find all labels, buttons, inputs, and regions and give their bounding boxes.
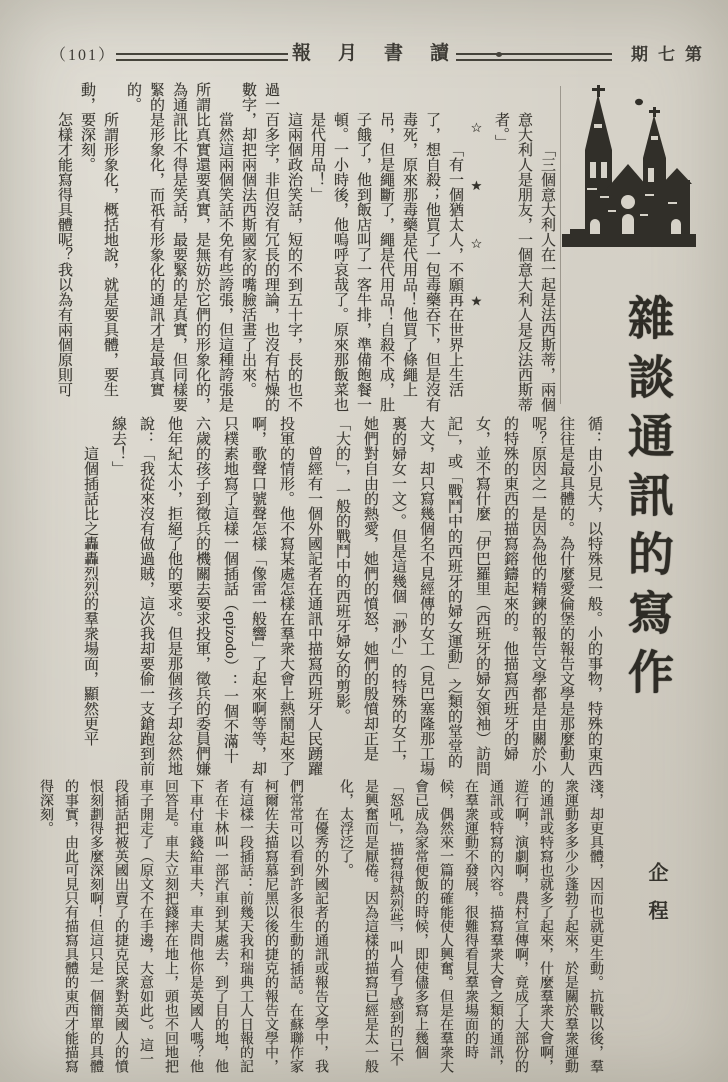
top-text-band	[36, 82, 558, 414]
paragraph: 當然這兩個笑話不免有些誇張，但這種誇張是所謂比真實還要真實，是無妨於它們的形象化的，為通訊比不得是笑話，最要緊的是真實，但同樣要緊的是形象化，而祇有形象化的通訊才是最真實的。	[125, 82, 233, 412]
middle-text-band	[36, 416, 608, 776]
header-rule-right	[456, 53, 612, 61]
article-author: 企程	[645, 862, 667, 938]
header-rule-ink-dot	[496, 52, 502, 57]
church-icon	[556, 84, 706, 262]
paragraph: 所謂形象化，概括地說，就是要具體，要生動，要深刻。	[79, 82, 118, 397]
paragraph: 淺，却更具體，因而也就更生動。抗戰以後，羣衆運動多多少少蓬勃了起來，於是關於羣衆運動的通訊或特寫也就多了起來，什麼羣衆大會啊，遊行啊，演劇啊，農村宣傳啊，竟成了大部份的通訊或特寫的內容。描寫羣衆大會之類的通訊，在羣衆運動不發展，很難得看見羣衆場面的時候，偶然來一篇的確能使人興奮。但是在羣衆大會已成為家常便飯的時候，即使儘多寫上幾個「怒吼」，描寫得熱烈些，叫人看了感到的已不是興奮而是厭倦。因為這樣的描寫已經是太一般化，太浮泛了。	[338, 779, 603, 1073]
masthead-title: 報月書讀	[292, 43, 477, 64]
bottom-text-band	[36, 779, 608, 1077]
paragraph: 循：由小見大，以特殊見一般。小的事物，特殊的東西往往是最具體的。為什麼愛倫堡的報告文學是那麼動人呢？原因之一是因為他的精鍊的報告文學都是由關於小的特殊的東西的描寫鎔鑄起來的。他描寫西班牙的婦女，並不寫什麼「伊巴羅里（西班牙的婦女領袖）訪問記」，或「戰鬥中的西班牙的婦女運動」之類的堂堂的大文，却只寫幾個名不見經傳的女工（見巴塞隆那工場裏的婦女一文）。但是這幾個「渺小」的特殊的女工，她們對自由的熱愛，她們的憤怒，她們的殷憤却正是「大的」，一般的戰鬥中的西班牙婦女的剪影。	[334, 416, 602, 776]
joke-quote-ersatz: 「有一個猶太人，不願再在世界上生活了，想自殺；他買了一包毒藥吞下，但是沒有毒死，原來那毒藥是代用品！他買了條繩上吊，但是繩斷了，繩是代用品！自殺不成，肚子餓了，他到飯店叫了一客牛排，準備飽餐一頓。一小時後，他嗚呼哀哉了。原來那飯菜也是代用品！」	[309, 112, 463, 412]
header-rule-left	[116, 53, 288, 61]
paragraph: 曾經有一個外國記者在通訊中描寫西班牙人民踴躍投軍的情形。他不寫某處怎樣在羣衆大會上熱鬧起來了啊，歌聲口號聲怎樣「像雷一般響」了起來啊等等，却只樸素地寫了這樣一個插話（epizodo）：一個不滿十六歲的孩子到徵兵的機關去要求投軍，徵兵的委員們嫌他年紀太小，拒絕了他的要求。但是那個孩子却忿然地說：「我從來沒有做過賊，這次我却要偷一支鎗跑到前線去！」	[110, 416, 322, 776]
joke-quote-italian: 「三個意大利人在一起是法西斯蒂，兩個意大利人是朋友，一個意大利人是反法西斯蒂者。」	[493, 112, 555, 412]
paragraph: 這兩個政治笑話，短的不到五十字，長的也不過一百多字，非但沒有冗長的理論，也沒有枯燥的數字，却把兩個法西斯國家的嘴臉活畫了出來。	[240, 82, 302, 412]
stars-separator: ☆ ★ ☆ ★	[470, 121, 485, 325]
article-title: 雜談通訊的寫作	[622, 294, 673, 707]
church-illustration	[556, 84, 706, 267]
paragraph: 在優秀的外國記者的通訊或報告文學中，我們常常可以看到許多很生動的插話。在蘇聯作家柯爾佐夫描寫慕尼黑以後的捷克的報告文學中，有這樣一段插話：前幾天我和瑞典工人日報的記者在卡林叫一部汽車到某處去，到了目的地，他下車付車錢給車夫，車夫問他你是英國人嗎？他回答是。車夫立刻把錢摔在地上，頭也不回地把車子開走了（原文不在手邊，大意如此）。這一段插話把被英國出賣了的捷克民衆對英國人的憤恨刻劃得多麼深刻啊！但這只是一個簡單的具體的事實，由此可見只有描寫具體的東西才能描寫得深刻。	[38, 779, 328, 1073]
paragraph: 這個插話比之轟轟烈烈的羣衆場面，顯然更平	[82, 446, 98, 746]
paragraph: 怎樣才能寫得具體呢？我以為有兩個原則可	[56, 112, 72, 397]
issue-number: 期七第	[631, 45, 712, 64]
page-number: （101）	[50, 47, 117, 64]
